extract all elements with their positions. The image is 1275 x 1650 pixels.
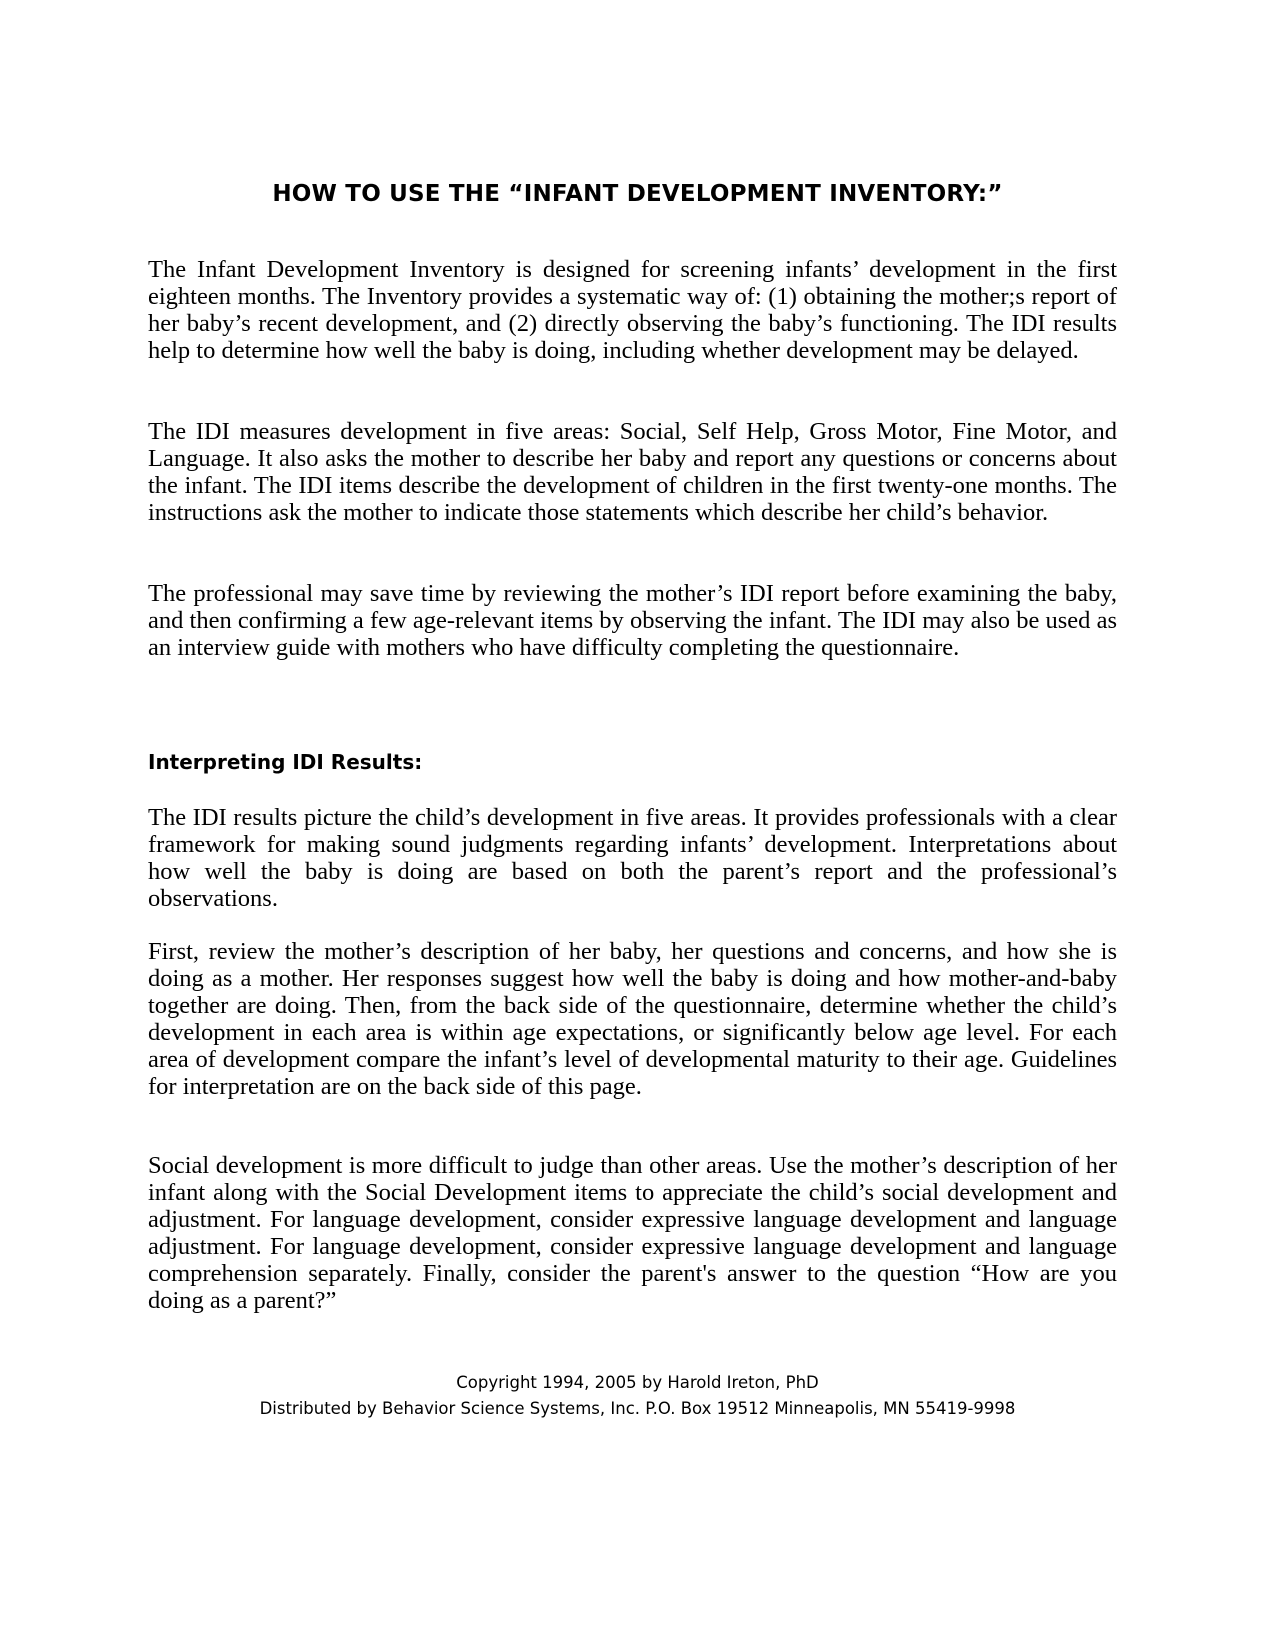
review-paragraph: First, review the mother’s description of her baby, her questions and concerns, and how she is doing as a mother. Her responses suggest how well the baby is doing and how mother-and-baby together are doing. Then, from the back side of the questionnaire, determine whether the child’s development in each area is within age expectations, or significantly below age level. For each area of development compare the infant’s level of developmental maturity to their age. Guidelines for interpretation are on the back side of this page. <box>148 938 1117 1100</box>
results-paragraph: The IDI results picture the child’s development in five areas. It provides professionals with a clear framework for making sound judgments regarding infants’ development. Interpretations about how well the baby is doing are based on both the parent’s report and the professional’s observations. <box>148 804 1117 912</box>
intro-paragraph: The Infant Development Inventory is designed for screening infants’ development in the first eighteen months. The Inventory provides a systematic way of: (1) obtaining the mother;s report of her baby’s recent development, and (2) directly observing the baby’s functioning. The IDI results help to determine how well the baby is doing, including whether development may be delayed. <box>148 256 1117 364</box>
section-heading: Interpreting IDI Results: <box>148 750 423 774</box>
distributor-line: Distributed by Behavior Science Systems, Inc. P.O. Box 19512 Minneapolis, MN 55419-9998 <box>259 1399 1016 1418</box>
measures-paragraph: The IDI measures development in five areas: Social, Self Help, Gross Motor, Fine Motor, and Language. It also asks the mother to describe her baby and report any questions or concerns about the infant. The IDI items describe the development of children in the first twenty-one months. The instructions ask the mother to indicate those statements which describe her child’s behavior. <box>148 418 1117 526</box>
social-development-paragraph: Social development is more difficult to judge than other areas. Use the mother’s description of her infant along with the Social Development items to appreciate the child’s social development and adjustment. For language development, consider expressive language development and language adjustment. For language development, consider expressive language development and language comprehension separately. Finally, consider the parent's answer to the question “How are you doing as a parent?” <box>148 1152 1117 1314</box>
copyright-line: Copyright 1994, 2005 by Harold Ireton, PhD <box>456 1373 819 1392</box>
page-title: HOW TO USE THE “INFANT DEVELOPMENT INVENTORY:” <box>272 181 1003 207</box>
professional-paragraph: The professional may save time by reviewing the mother’s IDI report before examining the baby, and then confirming a few age-relevant items by observing the infant. The IDI may also be used as an interview guide with mothers who have difficulty completing the questionnaire. <box>148 580 1117 661</box>
